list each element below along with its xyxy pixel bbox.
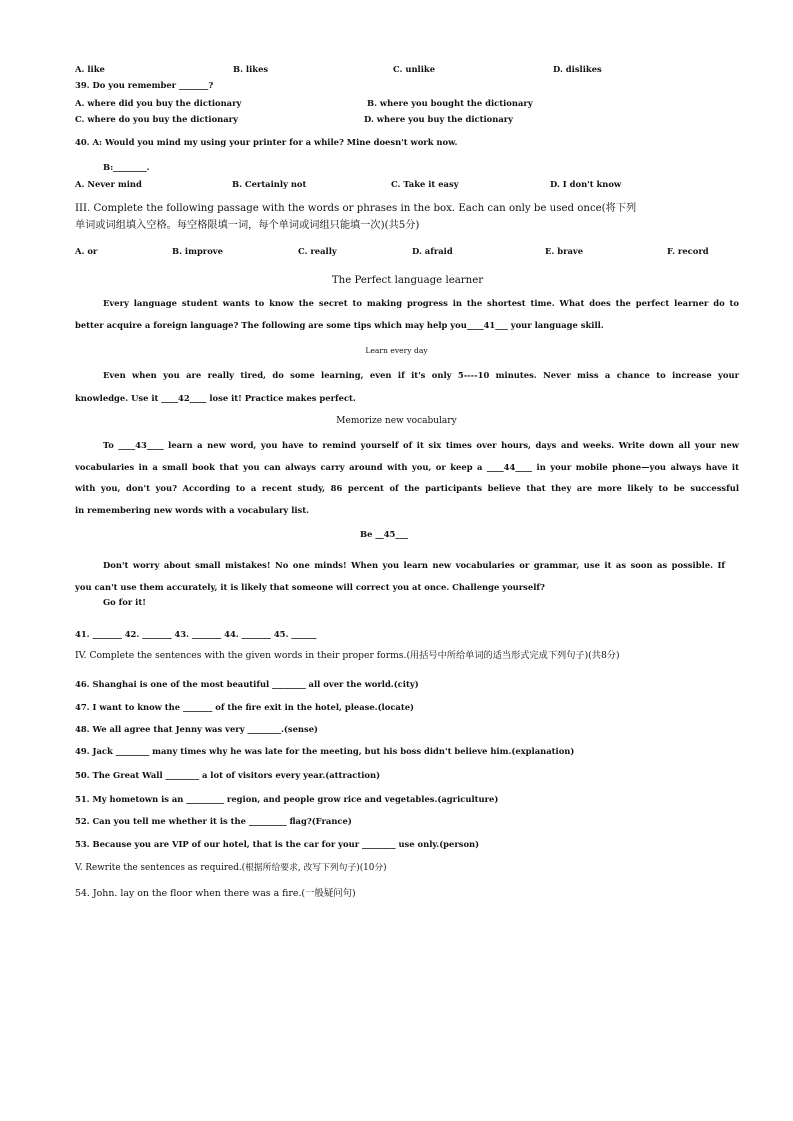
- answer-blanks-41-45: 41. _______ 42. _______ 43. _______ 44. _______ 45. ______: [75, 629, 317, 639]
- word-box-option-a: A. or: [75, 246, 98, 256]
- q51: 51. My hometown is an _________ region, and people grow rice and vegetables.(agriculture): [75, 794, 499, 804]
- passage-p2-line1: Even when you are really tired, do some learning, even if it's only 5----10 minutes. Never miss a chance to increase your: [103, 370, 739, 380]
- section5-heading: V. Rewrite the sentences as required.(根据所给要求, 改写下列句子)(10分): [75, 863, 387, 873]
- q39-option-b: B. where you bought the dictionary: [367, 98, 533, 108]
- passage-p1-line2: better acquire a foreign language? The following are some tips which may help you____41___ your language skill.: [75, 320, 604, 330]
- passage-p3-line4: in remembering new words with a vocabulary list.: [75, 505, 310, 515]
- passage-p3-line3: with you, don't you? According to a recent study, 86 percent of the participants believe that they are more likely to be successful: [75, 483, 739, 493]
- q52: 52. Can you tell me whether it is the _________ flag?(France): [75, 816, 352, 826]
- word-box-option-d: D. afraid: [412, 246, 453, 256]
- q40-option-a: A. Never mind: [75, 179, 142, 189]
- passage-p4-line1: Don't worry about small mistakes! No one minds! When you learn new vocabularies or grammar, use it as soon as possible. If: [103, 560, 725, 570]
- subheading-memorize-vocabulary: Memorize new vocabulary: [336, 416, 457, 426]
- passage-title: The Perfect language learner: [331, 275, 484, 286]
- q40-option-b: B. Certainly not: [232, 179, 307, 189]
- q38-option-c: C. unlike: [393, 64, 436, 74]
- section4-heading: IV. Complete the sentences with the given words in their proper forms.(用括号中所给单词的适当形式完成下列句子)(共8分): [75, 650, 620, 661]
- q53: 53. Because you are VIP of our hotel, that is the car for your ________ use only.(person): [75, 839, 480, 849]
- subheading-be-45: Be __45___: [360, 529, 408, 539]
- q39-option-d: D. where you buy the dictionary: [364, 114, 514, 124]
- passage-p3-line1: To ____43____ learn a new word, you have to remind yourself of it six times over hours, days and weeks. Write down all your new: [103, 440, 739, 450]
- q40-response-line: B:________.: [103, 162, 150, 172]
- q40-stem: 40. A: Would you mind my using your printer for a while? Mine doesn't work now.: [75, 137, 458, 147]
- q40-option-d: D. I don't know: [550, 179, 622, 189]
- q38-option-a: A. like: [75, 64, 105, 74]
- section3-heading-line2: 单词或词组填入空格。每空格限填一词，每个单词或词组只能填一次)(共5分): [75, 220, 420, 231]
- q38-option-b: B. likes: [233, 64, 269, 74]
- passage-p4-line3: Go for it!: [103, 597, 146, 607]
- subheading-learn-every-day: Learn every day: [365, 346, 428, 355]
- q39-option-a: A. where did you buy the dictionary: [75, 98, 242, 108]
- word-box-option-b: B. improve: [172, 246, 224, 256]
- passage-p4-line2: you can't use them accurately, it is likely that someone will correct you at once. Challenge yourself?: [75, 582, 545, 592]
- q40-option-c: C. Take it easy: [391, 179, 459, 189]
- word-box-option-c: C. really: [298, 246, 337, 256]
- section3-heading-line1: III. Complete the following passage with the words or phrases in the box. Each can only be used once(将下列: [75, 203, 637, 214]
- q49: 49. Jack ________ many times why he was late for the meeting, but his boss didn't believe him.(explanation): [75, 746, 575, 756]
- q39-stem: 39. Do you remember _______?: [75, 80, 214, 90]
- word-box-option-f: F. record: [667, 246, 709, 256]
- q48: 48. We all agree that Jenny was very ________.(sense): [75, 724, 319, 734]
- q38-option-d: D. dislikes: [553, 64, 602, 74]
- passage-p2-line2: knowledge. Use it ____42____ lose it! Practice makes perfect.: [75, 393, 356, 403]
- q46: 46. Shanghai is one of the most beautiful ________ all over the world.(city): [75, 679, 419, 689]
- q39-option-c: C. where do you buy the dictionary: [75, 114, 238, 124]
- passage-p3-line2: vocabularies in a small book that you can always carry around with you, or keep a ____44____ in your mobile phone—you always have it: [75, 462, 739, 472]
- q54: 54. John. lay on the floor when there was a fire.(一般疑问句): [75, 888, 356, 899]
- q50: 50. The Great Wall ________ a lot of visitors every year.(attraction): [75, 770, 381, 780]
- passage-p1-line1: Every language student wants to know the secret to making progress in the shortest time. What does the perfect learner do to: [103, 298, 739, 308]
- word-box-option-e: E. brave: [545, 246, 584, 256]
- q47: 47. I want to know the _______ of the fire exit in the hotel, please.(locate): [75, 702, 415, 712]
